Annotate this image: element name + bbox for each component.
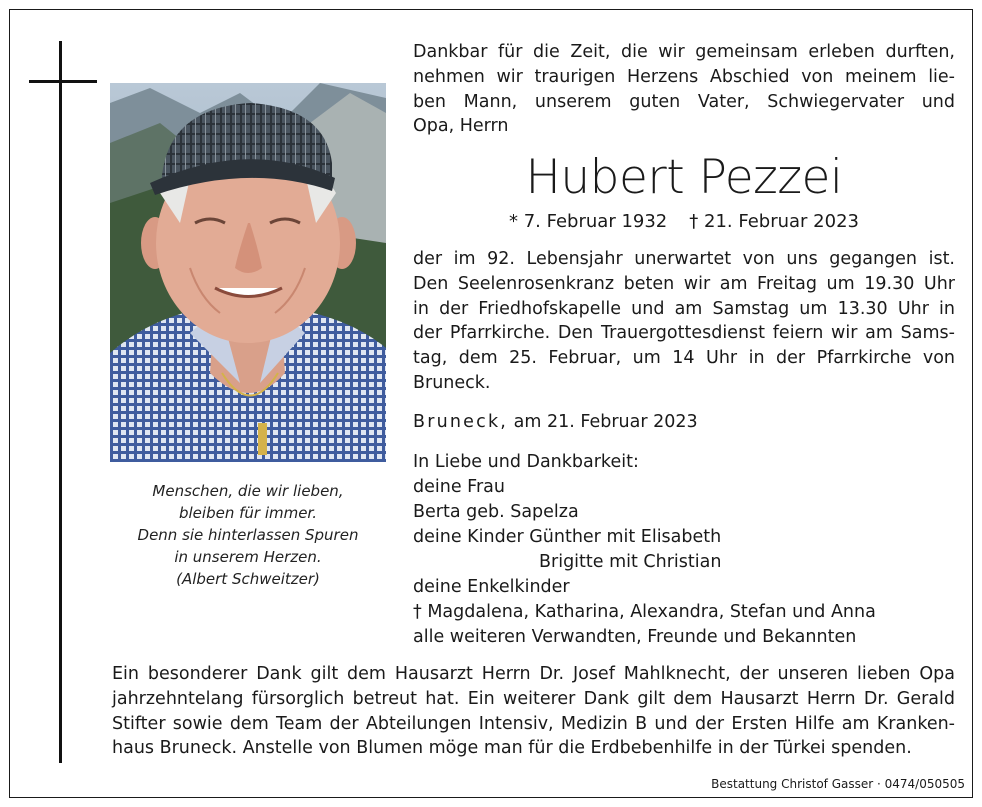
intro-line: nehmen wir traurigen Herzens Abschied von meinem lie- [413,66,955,87]
quote-line: Denn sie hinterlassen Spuren [137,526,359,544]
portrait-photo [110,83,386,462]
quote-line: Menschen, die wir lieben, [152,482,344,500]
body-line: in der Friedhofskapelle und am Samstag um 13.30 Uhr in [413,298,955,319]
undertaker-credit: Bestattung Christof Gasser · 0474/050505 [711,777,965,791]
intro-line: Dankbar für die Zeit, die wir gemeinsam erleben durften, [413,42,955,62]
mourners-line: deine Frau [413,477,505,497]
place-city: Bruneck, [413,412,509,432]
life-dates [413,209,955,235]
thanks-line: haus Bruneck. Anstelle von Blumen möge man für die Erdbebenhilfe in der Türkei spenden. [112,738,912,759]
mourners-line: alle weiteren Verwandten, Freunde und Bekannten [413,627,857,647]
cross-icon-bar [29,80,97,83]
intro-line: Opa, Herrn [413,116,509,137]
mourners-line: deine Kinder Günther mit Elisabeth [413,527,722,547]
intro-line: ben Mann, unserem guten Vater, Schwiegervater und [413,91,955,112]
death-date: † 21. Februar 2023 [689,211,859,232]
quote-line: bleiben für immer. [178,504,317,522]
mourners-line: In Liebe und Dankbarkeit: [413,452,639,472]
thanks-line: Ein besonderer Dank gilt dem Hausarzt Herrn Dr. Josef Mahlknecht, der unseren lieben Opa [112,664,955,684]
cross-icon [59,41,62,763]
mourners-list [413,450,876,650]
place-date [413,410,698,435]
quote-line: in unserem Herzen. [174,548,322,566]
mourners-line: Brigitte mit Christian [539,552,722,572]
mourners-line: deine Enkelkinder [413,577,570,597]
body-line: Bruneck. [413,372,491,393]
quote-author: (Albert Schweitzer) [176,570,320,588]
body-line: der Pfarrkirche. Den Trauergottesdienst feiern wir am Sams- [413,323,955,344]
birth-date: * 7. Februar 1932 [509,211,668,232]
announcement-text [413,247,955,396]
thanks-line: Stifter sowie dem Team der Abteilungen Intensiv, Medizin B und der Ersten Hilfe am Kranken- [112,713,955,734]
thanks-text [112,662,955,761]
mourners-line: † Magdalena, Katharina, Alexandra, Stefan und Anna [413,602,876,622]
quote-block [110,480,386,590]
place-date-value: am 21. Februar 2023 [513,412,698,432]
deceased-name: Hubert Pezzei [525,150,843,205]
intro-text [413,40,955,139]
thanks-line: jahrzehntelang fürsorglich betreut hat. Ein weiterer Dank gilt dem Hausarzt Herrn Dr. Gerald [112,688,955,709]
body-line: der im 92. Lebensjahr unerwartet von uns gegangen ist. [413,249,955,269]
body-line: tag, dem 25. Februar, um 14 Uhr in der Pfarrkirche von [413,348,955,369]
body-line: Den Seelenrosenkranz beten wir am Freitag um 19.30 Uhr [413,273,955,294]
mourners-line: Berta geb. Sapelza [413,502,579,522]
